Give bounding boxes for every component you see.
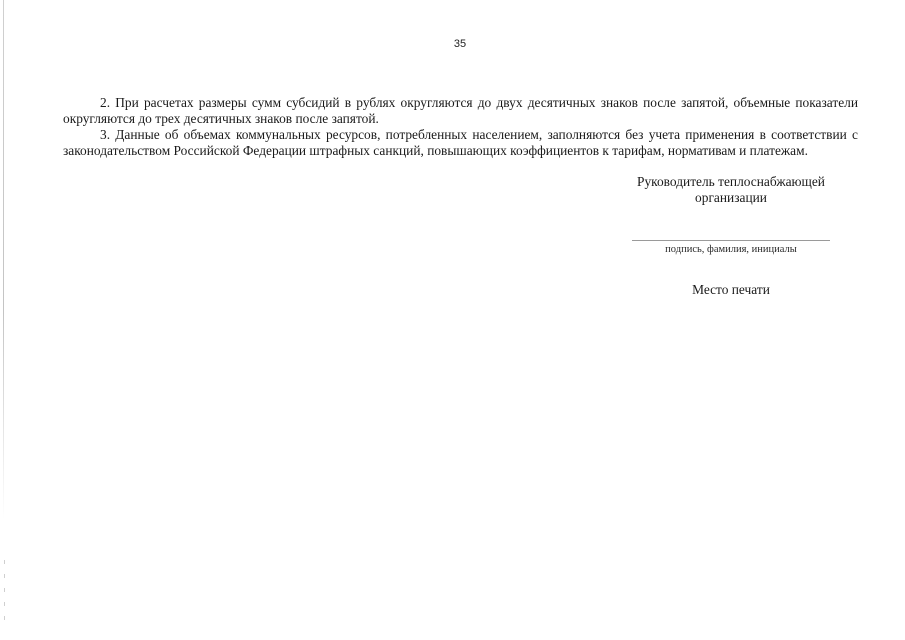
signatory-title-line2: организации	[695, 190, 767, 205]
scan-edge-left	[3, 0, 4, 520]
scan-edge-marks	[4, 560, 5, 630]
signatory-title-line1: Руководитель теплоснабжающей	[637, 174, 825, 189]
page-number: 35	[453, 38, 467, 50]
footnotes	[63, 95, 858, 159]
note-2: 2. При расчетах размеры сумм субсидий в рублях округляются до двух десятичных знаков после запятой, объемные показатели округляются до трех десятичных знаков после запятой.	[63, 95, 858, 126]
note-3: 3. Данные об объемах коммунальных ресурсов, потребленных населением, заполняются без учета применения в соответствии с законодательством Российской Федерации штрафных санкций, повышающих коэффициентов к тарифам, нормативам и платежам.	[63, 127, 858, 158]
signature-caption: подпись, фамилия, инициалы	[665, 244, 797, 255]
signature-line	[632, 240, 830, 241]
signature-block	[612, 174, 850, 298]
stamp-place-label: Место печати	[692, 282, 770, 297]
